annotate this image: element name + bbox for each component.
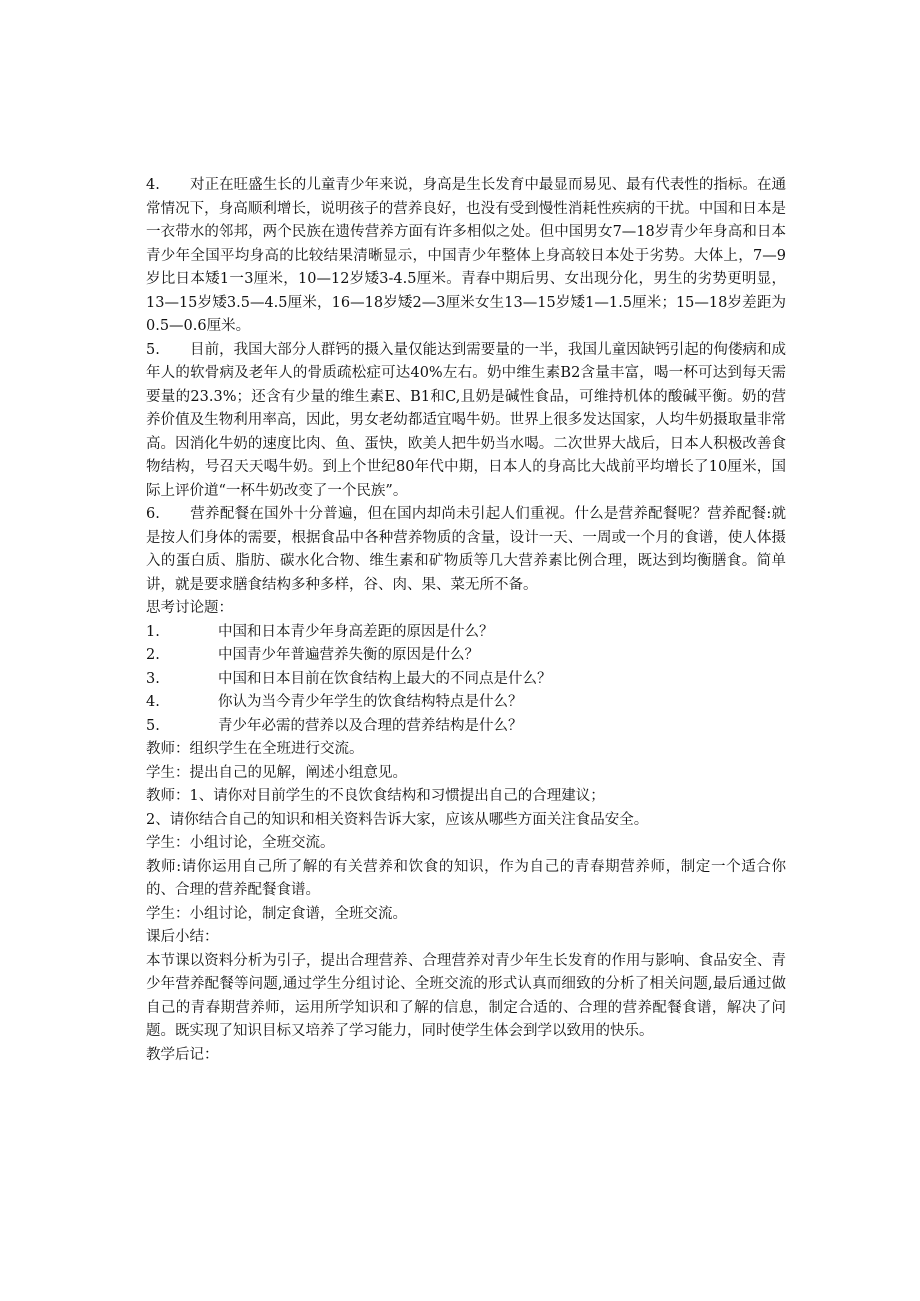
summary-text: 本节课以资料分析为引子，提出合理营养、合理营养对青少年生长发育的作用与影响、食品安全、青少年营养配餐等问题,通过学生分组讨论、全班交流的形式认真而细致的分析了相关问题,最后通过做自己的青春期营养师，运用所学知识和了解的信息，制定合适的、合理的营养配餐食谱，解决了问题。既实现了知识目标又培养了学习能力，同时使学生体会到学以致用的快乐。 — [146, 952, 786, 1039]
paragraph-text: 营养配餐在国外十分普遍，但在国内却尚未引起人们重视。什么是营养配餐呢？营养配餐:就是按人们身体的需要，根据食品中各种营养物质的含量，设计一天、一周或一个月的食谱，使人体摄入的蛋白质、脂肪、碳水化合物、维生素和矿物质等几大营养素比例合理，既达到均衡膳食。简单讲，就是要求膳食结构多种多样，谷、肉、果、菜无所不备。 — [146, 506, 786, 593]
question-item — [146, 668, 786, 692]
question-text: 青少年必需的营养以及合理的营养结构是什么？ — [218, 717, 523, 734]
question-text: 中国和日本青少年身高差距的原因是什么？ — [218, 623, 494, 640]
afterword-heading: 教学后记： — [146, 1046, 219, 1063]
dialogue-line: 学生：提出自己的见解，阐述小组意见。 — [146, 764, 407, 781]
dialogue-line: 教师：组织学生在全班进行交流。 — [146, 741, 364, 757]
question-text: 你认为当今青少年学生的饮食结构特点是什么？ — [218, 694, 523, 710]
document-page — [146, 174, 786, 1067]
paragraph-5 — [146, 339, 786, 504]
question-number: 5. — [146, 717, 160, 734]
discussion-heading: 思考讨论题： — [146, 600, 233, 616]
question-number: 2. — [146, 647, 160, 663]
dialogue-line: 教师:请你运用自己所了解的有关营养和饮食的知识，作为自己的青春期营养师，制定一个适合你的、合理的营养配餐食谱。 — [146, 858, 786, 898]
paragraph-number: 6. — [146, 506, 160, 522]
paragraph-number: 5. — [146, 341, 160, 358]
question-number: 4. — [146, 694, 160, 710]
question-item — [146, 691, 786, 715]
question-number: 3. — [146, 670, 160, 687]
paragraph-6 — [146, 503, 786, 597]
paragraph-number: 4. — [146, 177, 160, 193]
summary-heading: 课后小结： — [146, 929, 219, 945]
dialogue-line: 学生：小组讨论，制定食谱，全班交流。 — [146, 905, 407, 922]
question-item — [146, 644, 786, 668]
question-number: 1. — [146, 623, 160, 640]
dialogue-line: 教师：1、请你对目前学生的不良饮食结构和习惯提出自己的合理建议； — [146, 788, 605, 804]
question-item — [146, 715, 786, 739]
paragraph-4 — [146, 174, 786, 339]
question-text: 中国青少年普遍营养失衡的原因是什么？ — [218, 647, 479, 663]
question-text: 中国和日本目前在饮食结构上最大的不同点是什么？ — [218, 670, 552, 687]
dialogue-line: 2、请你结合自己的知识和相关资料告诉大家，应该从哪些方面关注食品安全。 — [146, 811, 649, 828]
dialogue-line: 学生：小组讨论，全班交流。 — [146, 835, 335, 851]
question-item — [146, 621, 786, 645]
paragraph-text: 目前，我国大部分人群钙的摄入量仅能达到需要量的一半，我国儿童因缺钙引起的佝偻病和成年人的软骨病及老年人的骨质疏松症可达40%左右。奶中维生素B2含量丰富，喝一杯可达到每天需要量的23.3%；还含有少量的维生素E、B1和C,且奶是碱性食品，可维持机体的酸碱平衡。奶的营养价值及生物利用率高，因此，男女老幼都适宜喝牛奶。世界上很多发达国家，人均牛奶摄取量非常高。因消化牛奶的速度比肉、鱼、蛋快，欧美人把牛奶当水喝。二次世界大战后，日本人积极改善食物结构，号召天天喝牛奶。到上个世纪80年代中期，日本人的身高比大战前平均增长了10厘米，国际上评价道“一杯牛奶改变了一个民族”。 — [146, 341, 786, 499]
paragraph-text: 对正在旺盛生长的儿童青少年来说，身高是生长发育中最显而易见、最有代表性的指标。在通常情况下，身高顺利增长，说明孩子的营养良好，也没有受到慢性消耗性疾病的干扰。中国和日本是一衣带水的邻邦，两个民族在遗传营养方面有许多相似之处。但中国男女7—18岁青少年身高和日本青少年全国平均身高的比较结果清晰显示，中国青少年整体上身高较日本处于劣势。大体上，7—9岁比日本矮1一3厘米，10—12岁矮3-4.5厘米。青春中期后男、女出现分化，男生的劣势更明显，13—15岁矮3.5—4.5厘米，16—18岁矮2—3厘米女生13—15岁矮1—1.5厘米；15—18岁差距为0.5—0.6厘米。 — [146, 177, 786, 334]
